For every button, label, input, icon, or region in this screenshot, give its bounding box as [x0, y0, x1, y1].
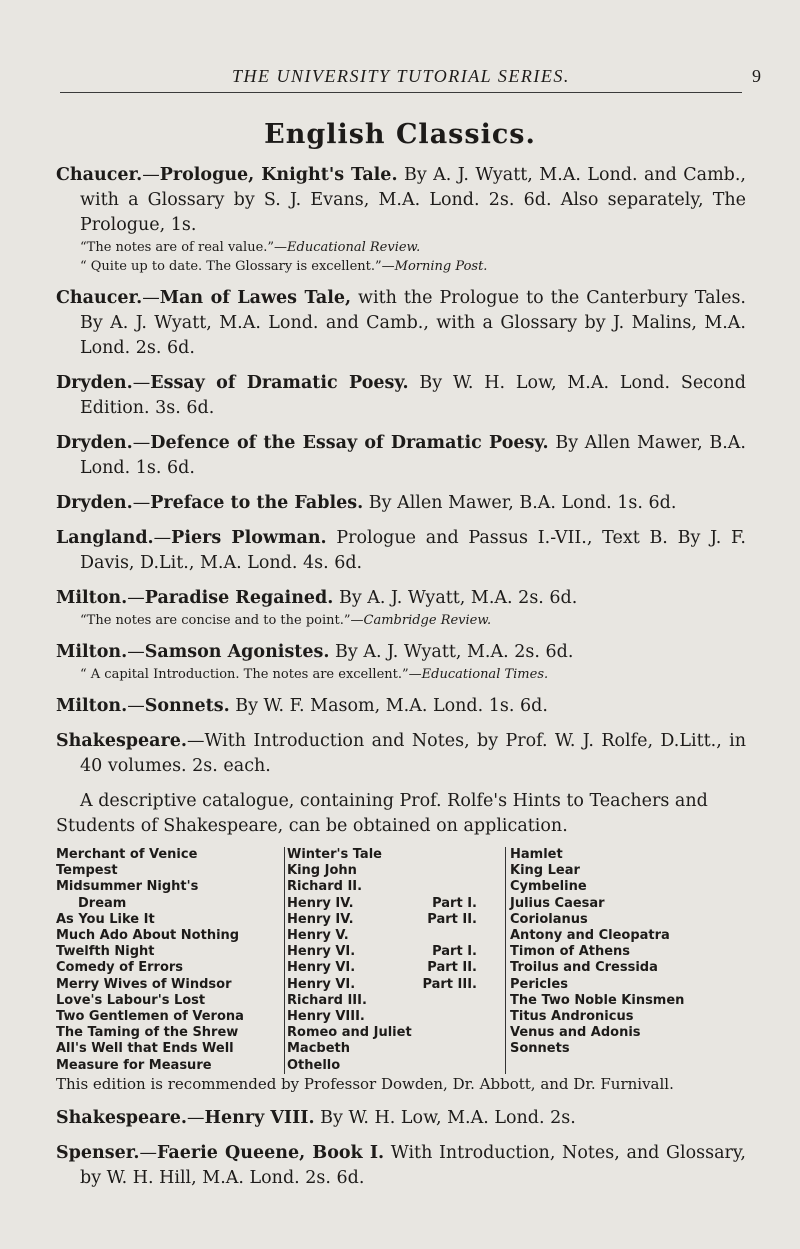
play-title: Venus and Adonis	[510, 1025, 641, 1041]
entry-work-title: Man of Lawes Tale,	[159, 288, 352, 308]
review-source: Educational Times.	[421, 667, 549, 682]
plays-column-3	[506, 847, 730, 1074]
play-title: Troilus and Cressida	[510, 960, 658, 976]
entry-author: Milton.	[56, 642, 128, 662]
play-title: Romeo and Juliet	[287, 1025, 412, 1041]
play-title: Henry V.	[287, 928, 349, 944]
trailing-entry-list	[56, 1106, 746, 1191]
header-rule	[60, 92, 742, 93]
play-title: Sonnets	[510, 1041, 570, 1057]
review-quote	[80, 238, 746, 257]
recommendation-note: This edition is recommended by Professor Dowden, Dr. Abbott, and Dr. Furnivall.	[56, 1074, 674, 1093]
plays-column-2	[284, 847, 506, 1074]
play-title: Titus Andronicus	[510, 1009, 634, 1025]
play-row	[287, 944, 477, 960]
play-title: Two Gentlemen of Verona	[56, 1009, 244, 1025]
play-row	[287, 960, 477, 976]
play-row	[287, 847, 477, 863]
play-title: As You Like It	[56, 911, 155, 927]
play-title: The Taming of the Shrew	[56, 1025, 239, 1041]
entry-author: Shakespeare.	[56, 731, 187, 751]
entry-description: With Introduction and Notes, by Prof. W. J. Rolfe, D.Litt., in 40 volumes. 2s. each.	[80, 731, 746, 776]
catalogue-entry: Shakespeare.—With Introduction and Notes, by Prof. W. J. Rolfe, D.Litt., in 40 volumes. 2s. each.	[56, 731, 746, 776]
play-title: Henry IV.	[287, 911, 354, 927]
play-title: Coriolanus	[510, 911, 588, 927]
play-row	[287, 977, 477, 993]
review-quote	[80, 257, 746, 276]
play-row	[287, 993, 477, 1009]
entry-author: Langland.	[56, 528, 154, 548]
entry-work-title: Piers Plowman.	[171, 528, 327, 548]
entry-author: Spenser.	[56, 1142, 140, 1163]
entry-author: Shakespeare.	[56, 1107, 187, 1128]
play-title: Merry Wives of Windsor	[56, 976, 232, 992]
play-title: Richard II.	[287, 879, 363, 895]
catalogue-entry: Shakespeare.—Henry VIII. By W. H. Low, M.A. Lond. 2s.	[56, 1107, 576, 1128]
entry-description: Prologue and Passus I.-VII., Text B. By J. F. Davis, D.Lit., M.A. Lond. 4s. 6d.	[80, 528, 746, 573]
play-title: Henry VIII.	[287, 1009, 365, 1025]
play-title: King John	[287, 863, 357, 879]
entry-author: Dryden.	[56, 493, 133, 513]
entry-author: Dryden.	[56, 373, 133, 393]
catalogue-entry: Dryden.—Defence of the Essay of Dramatic Poesy. By Allen Mawer, B.A. Lond. 1s. 6d.	[56, 433, 746, 478]
catalogue-entry: Milton.—Samson Agonistes. By A. J. Wyatt, M.A. 2s. 6d. “ A capital Introduction. The notes are excellent.”—Educational Times.	[56, 640, 746, 684]
review-quote	[80, 665, 746, 684]
entry-description: By A. J. Wyatt, M.A. Lond. and Camb., with a Glossary by S. J. Evans, M.A. Lond. 2s. 6d. Also separately, The Prologue, 1s.	[80, 165, 746, 235]
play-row	[287, 863, 477, 879]
play-title: The Two Noble Kinsmen	[510, 992, 685, 1008]
play-title: Winter's Tale	[287, 847, 382, 862]
play-row	[287, 928, 477, 944]
entry-description: By A. J. Wyatt, M.A. 2s. 6d.	[335, 642, 574, 662]
catalogue-entry: Milton.—Paradise Regained. By A. J. Wyatt, M.A. 2s. 6d. “The notes are concise and to the point.”—Cambridge Review.	[56, 586, 746, 630]
catalogue-entry: Chaucer.—Prologue, Knight's Tale. By A. J. Wyatt, M.A. Lond. and Camb., with a Glossary by S. J. Evans, M.A. Lond. 2s. 6d. Also separately, The Prologue, 1s. “The notes are of real value.”—Educational Review. “ Quite up to date. The Glossary is excellent.”—Morning Post.	[56, 165, 746, 274]
review-source: Educational Review.	[287, 240, 421, 255]
entry-description: By W. H. Low, M.A. Lond. 2s.	[320, 1107, 576, 1128]
play-title: Othello	[287, 1057, 341, 1073]
catalogue-content	[56, 163, 746, 1201]
play-title: Merchant of Venice	[56, 847, 198, 862]
review-quote	[80, 611, 746, 630]
play-row	[287, 1041, 477, 1057]
catalogue-entry: Chaucer.—Man of Lawes Tale, with the Prologue to the Canterbury Tales. By A. J. Wyatt, M.A. Lond. and Camb., with a Glossary by J. Malins, M.A. Lond. 2s. 6d.	[56, 288, 746, 358]
review-source: Morning Post.	[394, 259, 488, 274]
play-row	[287, 912, 477, 928]
catalogue-entry: Dryden.—Essay of Dramatic Poesy. By W. H. Low, M.A. Lond. Second Edition. 3s. 6d.	[56, 373, 746, 418]
entry-work-title: Essay of Dramatic Poesy.	[150, 373, 409, 393]
entry-description: With Introduction, Notes, and Glossary, by W. H. Hill, M.A. Lond. 2s. 6d.	[80, 1142, 746, 1188]
play-row	[287, 1009, 477, 1025]
play-title: All's Well that Ends Well	[56, 1041, 234, 1057]
play-title: Henry VI.	[287, 976, 356, 992]
entry-description: By W. H. Low, M.A. Lond. Second Edition. 3s. 6d.	[80, 373, 746, 418]
entry-work-title: Sonnets.	[144, 696, 230, 716]
play-title: Love's Labour's Lost	[56, 992, 206, 1008]
entry-description: with the Prologue to the Canterbury Tales. By A. J. Wyatt, M.A. Lond. and Camb., with a Glossary by J. Malins, M.A. Lond. 2s. 6d.	[80, 288, 746, 358]
entry-work-title: Samson Agonistes.	[144, 642, 330, 662]
play-title: Macbeth	[287, 1041, 351, 1057]
entry-list	[56, 163, 746, 779]
running-title: THE UNIVERSITY TUTORIAL SERIES.	[232, 66, 570, 86]
shakespeare-plays-table	[56, 847, 746, 1074]
entry-author: Milton.	[56, 588, 128, 608]
catalogue-note: A descriptive catalogue, containing Prof. Rolfe's Hints to Teachers and Students of Shakespeare, can be obtained on application.	[56, 791, 708, 836]
play-title: Dream	[78, 895, 127, 911]
play-part: Part I.	[432, 944, 477, 960]
catalogue-entry: Milton.—Sonnets. By W. F. Masom, M.A. Lond. 1s. 6d.	[56, 696, 548, 716]
entry-work-title: Prologue, Knight's Tale.	[159, 165, 398, 185]
play-title: Timon of Athens	[510, 944, 631, 960]
play-title: Richard III.	[287, 992, 367, 1008]
entry-work-title: Preface to the Fables.	[150, 493, 364, 513]
play-part: Part II.	[427, 960, 477, 976]
review-source: Cambridge Review.	[363, 613, 492, 628]
play-title: Pericles	[510, 976, 568, 992]
review-text: “The notes are of real value.”—	[80, 240, 288, 255]
play-part: Part II.	[427, 911, 477, 927]
play-row	[287, 879, 477, 895]
entry-author: Dryden.	[56, 433, 133, 453]
review-text: “ A capital Introduction. The notes are excellent.”—	[80, 667, 422, 682]
review-text: “The notes are concise and to the point.”—	[80, 613, 364, 628]
play-title: Henry IV.	[287, 895, 354, 911]
play-title: Henry VI.	[287, 944, 356, 960]
entry-description: By Allen Mawer, B.A. Lond. 1s. 6d.	[80, 433, 746, 478]
entry-author: Milton.	[56, 696, 128, 716]
play-title: Midsummer Night's	[56, 879, 199, 895]
play-title: Henry VI.	[287, 960, 356, 976]
play-title: Hamlet	[510, 847, 563, 862]
review-text: “ Quite up to date. The Glossary is excellent.”—	[80, 259, 395, 274]
entry-description: By Allen Mawer, B.A. Lond. 1s. 6d.	[368, 493, 677, 513]
entry-work-title: Henry VIII.	[204, 1107, 315, 1128]
entry-author: Chaucer.	[56, 288, 143, 308]
play-part: Part I.	[432, 895, 477, 911]
play-title: King Lear	[510, 863, 580, 879]
section-heading: English Classics.	[264, 119, 536, 150]
play-title: Comedy of Errors	[56, 960, 184, 976]
entry-author: Chaucer.	[56, 165, 143, 185]
play-row	[287, 1025, 477, 1041]
play-row	[287, 896, 477, 912]
entry-description: By A. J. Wyatt, M.A. 2s. 6d.	[338, 588, 578, 608]
entry-work-title: Defence of the Essay of Dramatic Poesy.	[150, 433, 549, 453]
entry-work-title: Paradise Regained.	[144, 588, 334, 608]
play-title: Cymbeline	[510, 879, 587, 895]
play-title: Antony and Cleopatra	[510, 928, 670, 944]
catalogue-entry: Dryden.—Preface to the Fables. By Allen Mawer, B.A. Lond. 1s. 6d.	[56, 493, 677, 513]
catalogue-entry: Langland.—Piers Plowman. Prologue and Passus I.-VII., Text B. By J. F. Davis, D.Lit., M.A. Lond. 4s. 6d.	[56, 528, 746, 573]
plays-column-1	[56, 847, 284, 1074]
play-title: Twelfth Night	[56, 944, 155, 960]
play-title: Much Ado About Nothing	[56, 928, 240, 944]
entry-description: By W. F. Masom, M.A. Lond. 1s. 6d.	[235, 696, 548, 716]
entry-work-title: Faerie Queene, Book I.	[156, 1142, 385, 1163]
play-row	[287, 1058, 477, 1074]
play-title: Measure for Measure	[56, 1057, 212, 1073]
page-number: 9	[752, 66, 761, 86]
play-part: Part III.	[422, 976, 477, 992]
play-title: Tempest	[56, 863, 118, 879]
catalogue-entry: Spenser.—Faerie Queene, Book I. With Introduction, Notes, and Glossary, by W. H. Hill, M.A. Lond. 2s. 6d.	[56, 1142, 746, 1188]
play-title: Julius Caesar	[510, 895, 605, 911]
